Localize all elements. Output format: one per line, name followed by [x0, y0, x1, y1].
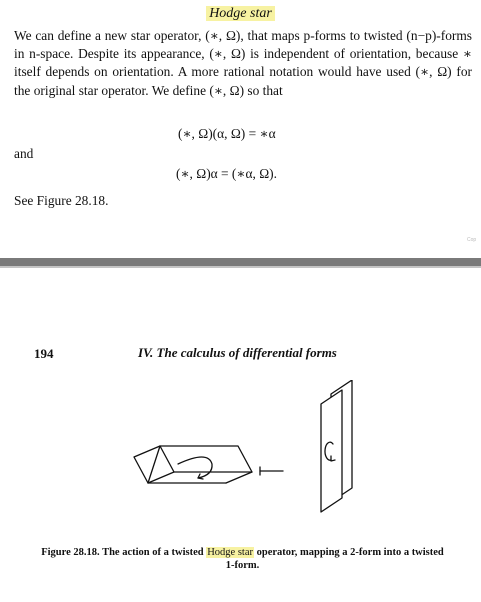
caption-highlight[interactable]: Hodge star	[207, 547, 253, 558]
page-separator-shadow	[0, 266, 481, 268]
caption-text-before: The action of a twisted	[99, 547, 207, 558]
equation-2: (∗, Ω)α = (∗α, Ω).	[176, 166, 277, 181]
caption-text-after: operator, mapping a 2-form into a twisted 1-form.	[225, 547, 444, 571]
copyright-mark: Cop	[467, 237, 477, 243]
mapping-arrow-icon	[260, 467, 283, 475]
highlighted-title[interactable]: Hodge star	[206, 6, 275, 21]
caption-label: Figure 28.18.	[41, 547, 100, 558]
page-separator	[0, 258, 481, 266]
figure-caption	[40, 546, 445, 572]
orientation-arrow-icon	[178, 457, 212, 478]
twisted-2-form-box	[134, 446, 252, 483]
section-title	[0, 6, 481, 22]
chapter-heading: IV. The calculus of differential forms	[138, 345, 337, 360]
and-label: and	[14, 146, 34, 161]
figure-28-18	[120, 380, 380, 520]
page-number: 194	[34, 346, 54, 361]
equation-1: (∗, Ω)(α, Ω) = ∗α	[178, 126, 276, 141]
body-paragraph: We can define a new star operator, (∗, Ω), that maps p-forms to twisted (n−p)-forms in n-space. Despite its appearance, (∗, Ω) is independent of orientation, because ∗ itself depends on orientation. A more rational notation would have used (∗, Ω) for the original star operator. We define (∗, Ω) so that	[14, 28, 472, 98]
see-figure-reference: See Figure 28.18.	[14, 193, 109, 208]
